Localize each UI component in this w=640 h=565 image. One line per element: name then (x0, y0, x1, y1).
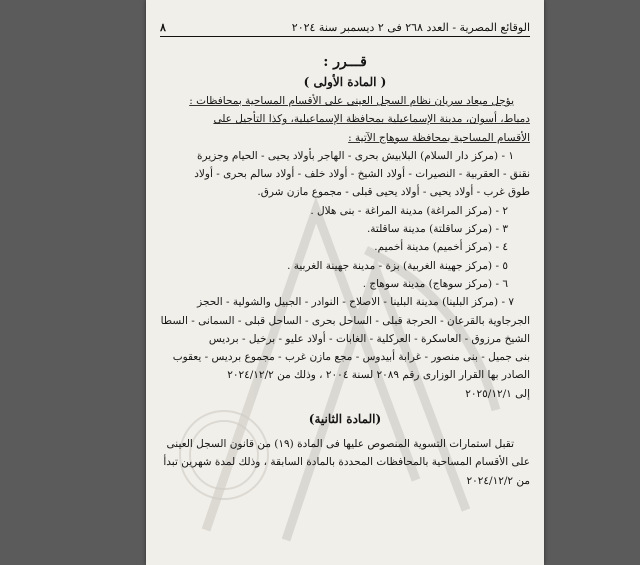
article2-heading: (المادة الثانية) (308, 412, 382, 427)
article1-line: ٦ - (مركز سوهاج) مدينة سوهاج . (362, 277, 508, 290)
article1-heading: ( المادة الأولى ) (303, 75, 387, 89)
article1-line: ٤ - (مركز أخميم) مدينة أخميم. (374, 241, 508, 254)
article1-line: نقنق - العقربية - النصيرات - أولاد الشيخ - أولاد خلف - أولاد سالم بحرى - أولاد (194, 168, 530, 181)
page-number: ٨ (160, 21, 166, 34)
document-page (146, 0, 544, 565)
article1-line: الصادر بها القرار الوزارى رقم ٢٠٨٩ لسنة ٢٠٠٤ ، وذلك من ٢٠٢٤/١٢/٢ (227, 369, 530, 382)
article2-line: على الأقسام المساحية بالمحافظات المحددة بالمادة السابقة ، وذلك لمدة شهرين تبدأ (163, 456, 530, 469)
article1-line: ٢ - (مركز المراغة) مدينة المراغة - بنى هلال . (310, 204, 508, 217)
article2-line: من ٢٠٢٤/١٢/٢ (466, 474, 530, 487)
article1-line: ٧ - (مركز البلينا) مدينة البلينا - الاصلاح - النوادر - الجبيل والشولية - الحجز (197, 296, 514, 309)
article1-line: ٥ - (مركز جهينة الغربية) بزة - مدينة جهينة الغربية . (287, 259, 508, 272)
article1-line: ٣ - (مركز ساقلتة) مدينة ساقلتة. (366, 223, 508, 236)
decree-body (160, 52, 530, 490)
article1-line: إلى ٢٠٢٥/١٢/١ (465, 387, 530, 400)
article1-line: دمياط، أسوان، مدينة الإسماعيلية بمحافظة الإسماعيلية، وكذا التأجيل على (213, 113, 530, 126)
article1-line: الجرجاوية بالقرعان - الحرجة قبلى - الساحل بحرى - الساحل قبلى - السمانى - السطا (160, 314, 530, 327)
article1-line: يؤجل ميعاد سريان نظام السجل العينى على الأقسام المساحية بمحافظات : (189, 95, 514, 107)
article1-line: الشيخ مرزوق - العاسكرة - العركلية - الغابات - أولاد عليو - برخيل - برديس (208, 332, 530, 345)
article1-line: الأقسام المساحية بمحافظة سوهاج الآتية : (348, 131, 530, 144)
page-header (160, 16, 530, 37)
article2-line: تقبل استمارات التسوية المنصوص عليها فى المادة (١٩) من قانون السجل العينى (166, 438, 514, 451)
article1-line: بنى جميل - بنى منصور - غرابة أبيدوس - مجع مازن غرب - مجموع برديس - يعقوب (172, 351, 530, 364)
article1-line: ١ - (مركز دار السلام) البلابيش بحرى - الهاجر بأولاد يحيى - الحيام وجزيرة (197, 149, 514, 162)
journal-issue-line: الوقائع المصرية - العدد ٢٦٨ فى ٢ ديسمبر سنة ٢٠٢٤ (291, 21, 530, 34)
decree-title: قـــرر : (323, 54, 367, 70)
article1-line: طوق غرب - أولاد يحيى - أولاد يحيى قبلى - مجموع مازن شرق. (257, 186, 530, 199)
